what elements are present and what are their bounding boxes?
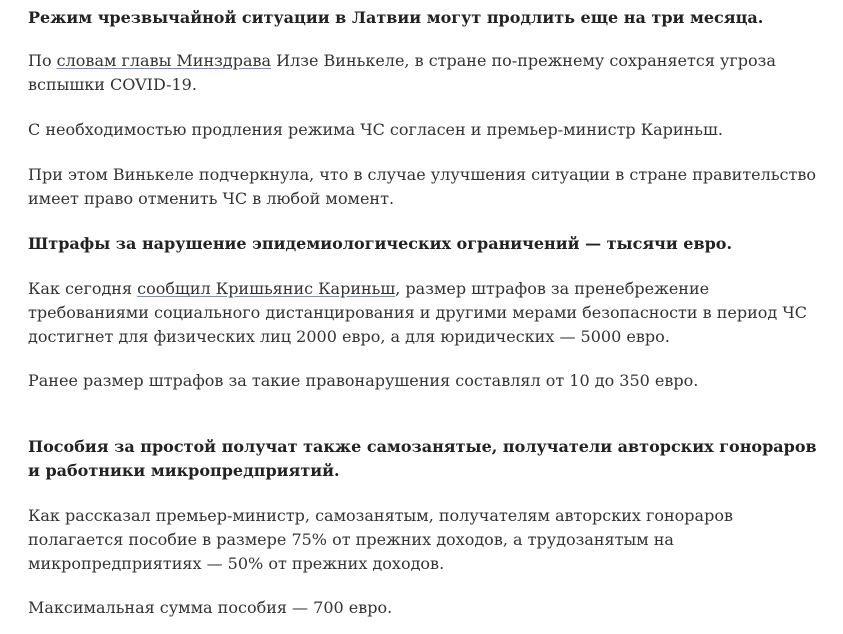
paragraph-benefit-rates: Как рассказал премьер-министр, самозанятым, получателям авторских гонораров полагается пособие в размере 75% от прежних доходов, а трудозанятым на микропредприятиях — 50% от прежних доходов.	[28, 506, 733, 573]
link-karins-statement[interactable]: сообщил Кришьянис Кариньш	[137, 279, 396, 298]
section-heading-benefits: Пособия за простой получат также самозанятые, получатели авторских гонораров и работники микропредприятий.	[28, 437, 817, 480]
paragraph-previous-fines: Ранее размер штрафов за такие правонарушения составлял от 10 до 350 евро.	[28, 371, 699, 390]
section-heading-emergency: Режим чрезвычайной ситуации в Латвии могут продлить еще на три месяца.	[28, 8, 764, 27]
paragraph-health-minister	[28, 49, 828, 97]
paragraph-prime-minister-agrees: С необходимостью продления режима ЧС согласен и премьер-министр Кариньш.	[28, 120, 723, 139]
paragraph-text: , размер штрафов за пренебрежение требованиями социального дистанцирования и другими мерами безопасности в период ЧС достигнет для физических лиц 2000 евро, а для юридических — 5000 евро.	[28, 279, 807, 346]
paragraph-text: По	[28, 51, 57, 70]
section-heading-fines: Штрафы за нарушение эпидемиологических ограничений — тысячи евро.	[28, 234, 733, 253]
paragraph-fines-amount	[28, 277, 828, 349]
paragraph-text: Илзе Винькеле, в стране по-прежнему сохраняется угроза вспышки COVID-19.	[28, 51, 776, 94]
paragraph-government-right: При этом Винькеле подчеркнула, что в случае улучшения ситуации в стране правительство имеет право отменить ЧС в любой момент.	[28, 165, 816, 208]
paragraph-text: Как сегодня	[28, 279, 138, 298]
link-health-minister-words[interactable]: словам главы Минздрава	[56, 51, 272, 70]
paragraph-max-benefit: Максимальная сумма пособия — 700 евро.	[28, 598, 393, 617]
